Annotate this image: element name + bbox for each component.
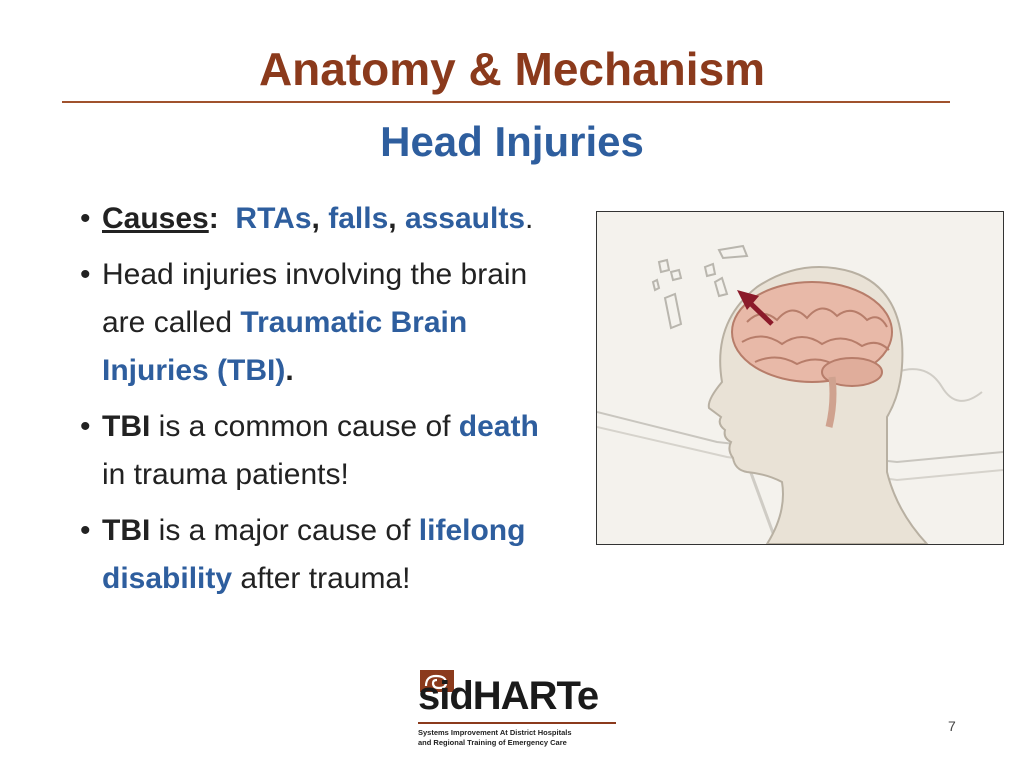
bullet-tbi-death xyxy=(80,403,570,499)
cause-rtas: RTAs xyxy=(235,202,312,235)
cause-comma-2: , xyxy=(388,202,397,235)
tbi-definition-highlight: Traumatic Brain Injuries (TBI) xyxy=(102,306,468,387)
bullet-dot-icon: • xyxy=(80,258,91,291)
cause-assaults: assaults xyxy=(404,202,526,235)
tbi-disability-highlight: lifelong disability xyxy=(102,514,526,595)
tbi-definition-text: Head injuries involving the brain are called xyxy=(102,258,528,339)
bullet-tbi-disability xyxy=(80,507,570,603)
bullet-dot-icon: • xyxy=(80,410,91,443)
bullet-causes xyxy=(80,195,570,243)
bullet-tbi-definition xyxy=(80,251,570,395)
bullet-dot-icon: • xyxy=(80,202,91,235)
sidharte-logo xyxy=(418,672,618,754)
bullet-dot-icon: • xyxy=(80,514,91,547)
causes-colon: : xyxy=(208,202,219,235)
causes-label: Causes xyxy=(102,202,209,235)
slide-subtitle: Head Injuries xyxy=(380,118,644,165)
logo-divider xyxy=(418,722,616,724)
tbi-death-text-1: is a common cause of xyxy=(150,410,459,443)
cause-period: . xyxy=(525,202,534,235)
slide-title: Anatomy & Mechanism xyxy=(258,43,766,95)
tbi-definition-period: . xyxy=(285,354,294,387)
tbi-death-highlight: death xyxy=(458,410,539,443)
page-number: 7 xyxy=(948,718,956,734)
tbi-label: TBI xyxy=(102,410,151,443)
logo-tagline-1: Systems Improvement At District Hospitals xyxy=(418,728,572,737)
logo-tagline xyxy=(418,728,628,748)
tbi-label: TBI xyxy=(102,514,151,547)
head-brain-injury-illustration xyxy=(596,211,1004,545)
logo-tagline-2: and Regional Training of Emergency Care xyxy=(418,738,567,747)
head-brain-svg xyxy=(597,212,1003,544)
cause-falls: falls xyxy=(328,202,389,235)
bullet-list xyxy=(80,195,570,611)
cause-comma-1: , xyxy=(311,202,320,235)
tbi-disability-text-2: after trauma! xyxy=(232,562,411,595)
tbi-death-text-2: in trauma patients! xyxy=(102,458,349,491)
logo-wordmark: sidHARTe xyxy=(418,674,599,718)
title-divider xyxy=(62,101,950,103)
tbi-disability-text-1: is a major cause of xyxy=(150,514,419,547)
